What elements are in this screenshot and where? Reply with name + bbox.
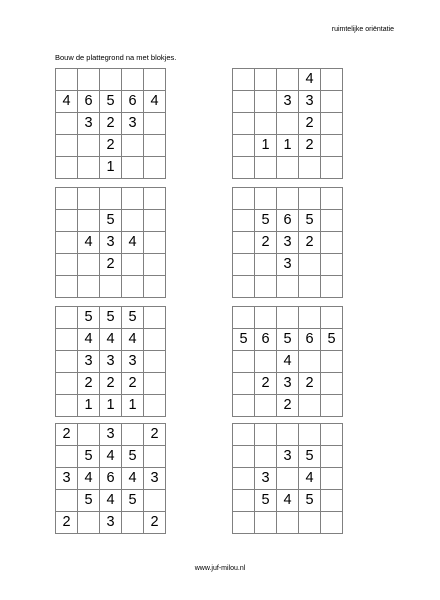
grid-cell: 2 [144,424,166,446]
grid-cell [56,490,78,512]
grid-cell: 6 [100,468,122,490]
grid-cell: 5 [321,329,343,351]
floorplan-grid-1 [55,68,166,179]
grid-cell [122,276,144,298]
grid-cell: 6 [277,210,299,232]
grid-cell [277,468,299,490]
grid-cell: 1 [122,395,144,417]
grid-cell: 3 [78,351,100,373]
grid-cell: 3 [277,373,299,395]
grid-cell [233,188,255,210]
grid-cell [321,395,343,417]
grid-cell [56,210,78,232]
grid-cell: 4 [277,490,299,512]
grid-cell [277,307,299,329]
grid-cell: 5 [122,307,144,329]
grid-cell [233,69,255,91]
floorplan-grid-4 [232,187,343,298]
footer-url: www.juf-milou.nl [194,565,246,572]
grid-cell: 2 [299,113,321,135]
grid-cell [233,395,255,417]
grid-cell [255,395,277,417]
grid-cell: 2 [56,424,78,446]
grid-cell [299,254,321,276]
grid-cell [56,276,78,298]
grid-cell [144,373,166,395]
grid-cell [277,113,299,135]
grid-cell: 3 [277,254,299,276]
grid-cell: 4 [299,468,321,490]
grid-cell [299,351,321,373]
grid-cell [233,157,255,179]
grid-cell [321,468,343,490]
grid-cell [277,424,299,446]
grid-cell: 2 [100,135,122,157]
grid-cell [78,276,100,298]
grid-cell [56,373,78,395]
grid-cell: 4 [122,232,144,254]
grid-cell [122,512,144,534]
grid-cell: 2 [299,135,321,157]
grid-cell: 1 [78,395,100,417]
grid-cell: 5 [78,490,100,512]
grid-cell [144,276,166,298]
grid-cell [233,351,255,373]
grid-cell [56,395,78,417]
grid-cell [233,468,255,490]
grid-cell [255,446,277,468]
grid-cell: 2 [100,373,122,395]
grid-cell [255,113,277,135]
grid-cell [78,254,100,276]
grid-cell [233,424,255,446]
grid-cell: 3 [277,232,299,254]
grid-cell [144,232,166,254]
grid-cell: 3 [144,468,166,490]
grid-cell [78,210,100,232]
grid-cell [255,188,277,210]
grid-cell [299,307,321,329]
grid-cell [233,276,255,298]
grid-cell [321,276,343,298]
grid-cell [56,232,78,254]
grid-cell [321,373,343,395]
grid-cell: 4 [122,329,144,351]
grid-cell: 3 [100,351,122,373]
grid-cell [100,188,122,210]
grid-cell [144,188,166,210]
grid-cell [144,490,166,512]
grid-cell [233,135,255,157]
floorplan-grid-8 [232,423,343,534]
grid-cell: 4 [299,69,321,91]
grid-cell [56,135,78,157]
grid-cell: 3 [122,113,144,135]
grid-cell [277,512,299,534]
grid-cell [78,157,100,179]
grid-cell [78,188,100,210]
grid-cell: 4 [78,468,100,490]
grid-cell [122,188,144,210]
grid-cell [122,69,144,91]
grid-cell: 5 [255,210,277,232]
grid-cell: 5 [100,91,122,113]
grid-cell: 2 [255,373,277,395]
grid-cell [122,210,144,232]
grid-cell [56,69,78,91]
grid-cell: 3 [299,91,321,113]
grid-cell: 4 [122,468,144,490]
grid-cell: 2 [78,373,100,395]
grid-cell [100,69,122,91]
grid-cell [144,210,166,232]
grid-cell [78,512,100,534]
floorplan-grid-6 [232,306,343,417]
grid-cell: 5 [299,446,321,468]
grid-cell [321,69,343,91]
grid-cell [321,307,343,329]
worksheet-topic: ruimtelijke oriëntatie [331,26,394,33]
floorplan-grid-2 [232,68,343,179]
grid-cell: 4 [277,351,299,373]
grid-cell: 6 [299,329,321,351]
grid-cell: 2 [56,512,78,534]
grid-cell [299,512,321,534]
grid-cell: 5 [299,490,321,512]
grid-cell [233,446,255,468]
grid-cell: 2 [100,254,122,276]
grid-cell [56,157,78,179]
grid-cell [277,276,299,298]
grid-cell [255,351,277,373]
grid-cell: 5 [122,490,144,512]
grid-cell: 4 [144,91,166,113]
grid-cell: 3 [255,468,277,490]
grid-cell: 1 [100,395,122,417]
grid-cell [255,157,277,179]
grid-cell [299,395,321,417]
grid-cell: 2 [144,512,166,534]
grid-cell [144,69,166,91]
floorplan-grid-7 [55,423,166,534]
grid-cell: 3 [277,446,299,468]
grid-cell: 2 [299,232,321,254]
grid-cell [255,276,277,298]
grid-cell [144,446,166,468]
grid-cell: 3 [122,351,144,373]
grid-cell: 2 [122,373,144,395]
grid-cell: 3 [100,424,122,446]
grid-cell [144,254,166,276]
grid-cell [122,254,144,276]
grid-cell: 2 [277,395,299,417]
grid-cell [233,512,255,534]
grid-cell: 4 [100,329,122,351]
grid-cell: 4 [78,329,100,351]
grid-cell [321,210,343,232]
grid-cell [277,157,299,179]
grid-cell: 3 [100,512,122,534]
grid-cell [299,276,321,298]
grid-cell [122,424,144,446]
grid-cell: 5 [255,490,277,512]
grid-cell [56,188,78,210]
grid-cell [321,157,343,179]
grid-cell: 5 [299,210,321,232]
grid-cell [56,254,78,276]
grid-cell [122,135,144,157]
grid-cell [277,69,299,91]
grid-cell: 2 [100,113,122,135]
grid-cell [56,351,78,373]
grid-cell: 4 [78,232,100,254]
grid-cell [144,329,166,351]
grid-cell: 4 [100,490,122,512]
grid-cell [233,113,255,135]
grid-cell: 3 [100,232,122,254]
grid-cell: 5 [277,329,299,351]
grid-cell [255,254,277,276]
grid-cell: 5 [78,307,100,329]
grid-cell [277,188,299,210]
grid-cell [56,307,78,329]
grid-cell [233,373,255,395]
grid-cell [321,254,343,276]
grid-cell [233,232,255,254]
grid-cell: 6 [78,91,100,113]
grid-cell [299,157,321,179]
grid-cell [321,91,343,113]
grid-cell [233,490,255,512]
grid-cell [56,329,78,351]
grid-cell [321,446,343,468]
grid-cell [255,512,277,534]
grid-cell: 5 [100,210,122,232]
grid-cell: 1 [277,135,299,157]
grid-cell: 6 [255,329,277,351]
grid-cell: 5 [233,329,255,351]
grid-cell [321,232,343,254]
grid-cell [144,135,166,157]
grid-cell [255,307,277,329]
grid-cell [321,188,343,210]
grid-cell [255,91,277,113]
grid-cell [321,113,343,135]
instruction-text: Bouw de plattegrond na met blokjes. [55,53,177,62]
grid-cell: 4 [100,446,122,468]
grid-cell [56,113,78,135]
grid-cell [144,351,166,373]
grid-cell [100,276,122,298]
grid-cell [321,424,343,446]
grid-cell [144,113,166,135]
grid-cell: 1 [255,135,277,157]
grid-cell: 6 [122,91,144,113]
grid-cell [233,254,255,276]
grid-cell [299,188,321,210]
grid-cell [255,69,277,91]
grid-cell: 3 [78,113,100,135]
grid-cell: 5 [78,446,100,468]
grid-cell [321,351,343,373]
grid-cell [144,157,166,179]
grid-cell [78,135,100,157]
grid-cell: 5 [122,446,144,468]
grid-cell: 2 [255,232,277,254]
grid-cell [321,135,343,157]
floorplan-grid-3 [55,187,166,298]
grid-cell: 5 [100,307,122,329]
grid-cell [56,446,78,468]
grid-cell: 3 [277,91,299,113]
grid-cell [233,91,255,113]
grid-cell [144,395,166,417]
grid-cell [299,424,321,446]
grid-cell [233,307,255,329]
grid-cell [255,424,277,446]
grid-cell [78,424,100,446]
grid-cell [321,512,343,534]
grid-cell: 4 [56,91,78,113]
grid-cell: 1 [100,157,122,179]
grid-cell [321,490,343,512]
floorplan-grid-5 [55,306,166,417]
grid-cell [78,69,100,91]
grid-cell [122,157,144,179]
grid-cell: 2 [299,373,321,395]
grid-cell [144,307,166,329]
grid-cell [233,210,255,232]
grid-cell: 3 [56,468,78,490]
